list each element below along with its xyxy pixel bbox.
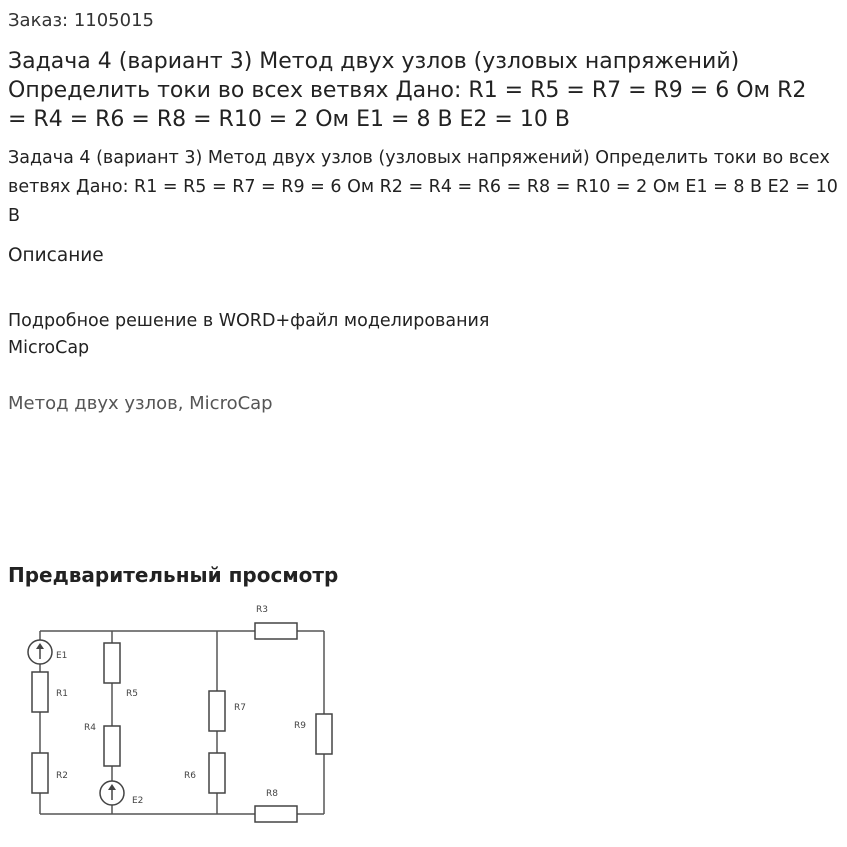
circuit-schematic-preview [12,598,342,828]
label-r3: R3 [256,605,268,615]
r9-resistor [316,714,332,754]
preview-heading: Предварительный просмотр [8,563,339,587]
description-text: Подробное решение в WORD+файл моделирования MicroCap [8,311,490,358]
label-r1: R1 [56,689,68,699]
label-e1: E1 [56,651,68,661]
r3-resistor [255,623,297,639]
r1-resistor [32,672,48,712]
order-number: Заказ: 1105015 [8,10,154,31]
circuit-wires [40,631,324,814]
r6-resistor [209,753,225,793]
label-r2: R2 [56,771,68,781]
label-r9: R9 [294,721,306,731]
label-r6: R6 [184,771,196,781]
label-r8: R8 [266,789,278,799]
r5-resistor [104,643,120,683]
description-heading: Описание [8,245,104,266]
r2-resistor [32,753,48,793]
page-title: Задача 4 (вариант 3) Метод двух узлов (узловых напряжений) Определить токи во всех ветвях Дано: R1 = R5 = R7 = R9 = 6 Ом R2 = R4 = R6 = R8 = R10 = 2 Ом E1 = 8 В E2 = 10 В [8,49,807,132]
circuit-components [28,623,332,822]
label-r5: R5 [126,689,138,699]
r8-resistor [255,806,297,822]
tags: Метод двух узлов, MicroCap [8,393,273,414]
r7-resistor [209,691,225,731]
label-r7: R7 [234,703,246,713]
label-e2: E2 [132,796,144,806]
task-summary: Задача 4 (вариант 3) Метод двух узлов (узловых напряжений) Определить токи во всех ветвях Дано: R1 = R5 = R7 = R9 = 6 Ом R2 = R4 = R6 = R8 = R10 = 2 Ом E1 = 8 В E2 = 10 В [8,148,838,226]
label-r4: R4 [84,723,96,733]
r4-resistor [104,726,120,766]
